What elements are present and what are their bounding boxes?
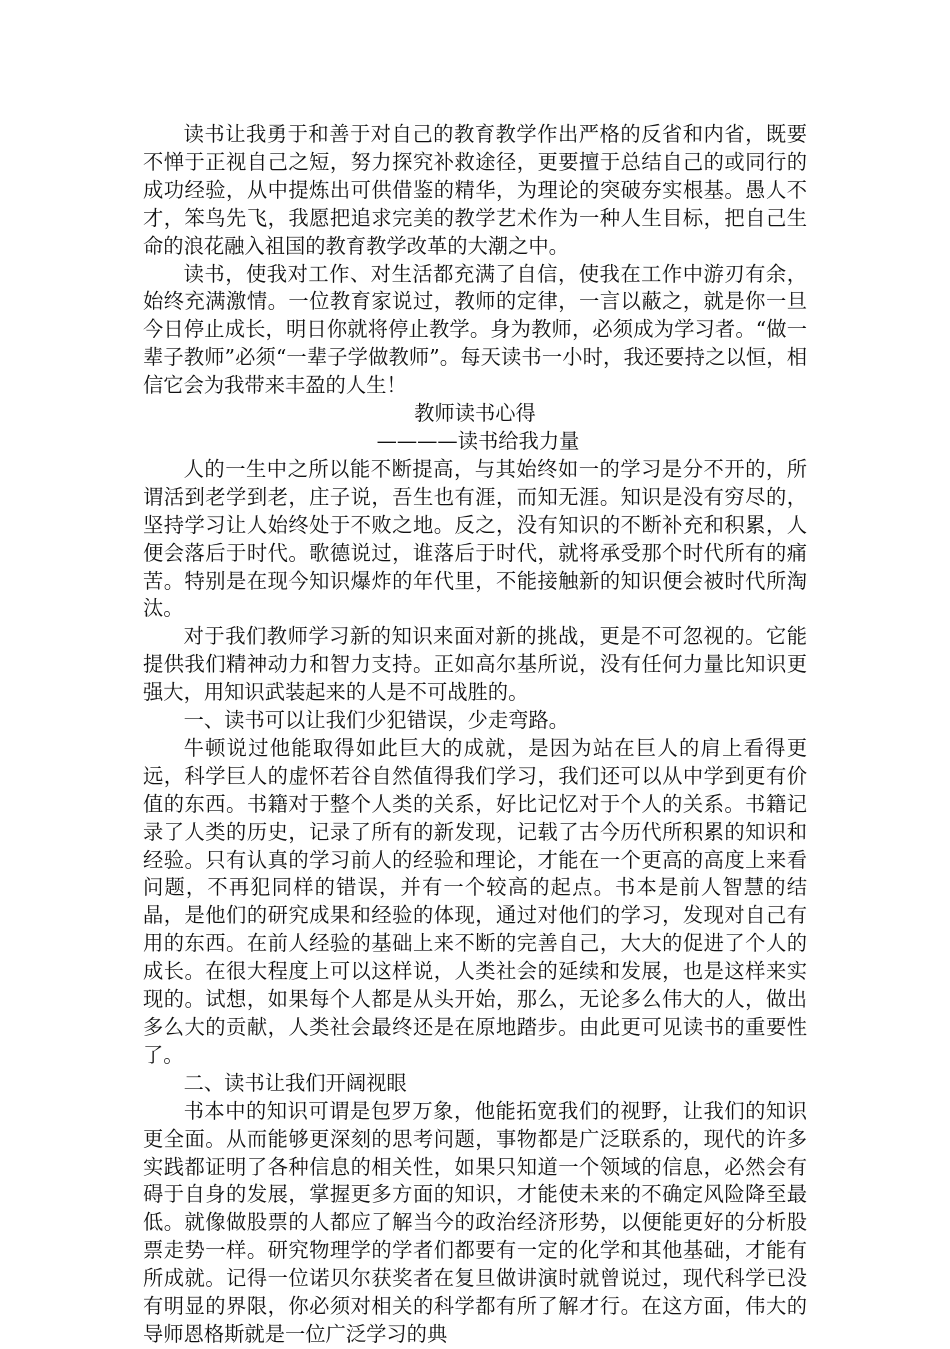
document-title: 教师读书心得 [414, 401, 536, 426]
document-subtitle: ————读书给我力量 [376, 428, 580, 453]
section-heading-1: 一、读书可以让我们少犯错误，少走弯路。 [183, 708, 569, 733]
body-paragraph-4: 书本中的知识可谓是包罗万象，他能拓宽我们的视野，让我们的知识更全面。从而能够更深刻的思考问题，事物都是广泛联系的，现代的许多实践都证明了各种信息的相关性，如果只知道一个领域的信息，必然会有碍于自身的发展，掌握更多方面的知识，才能使未来的不确定风险降至最低。就像做股票的人都应了解当今的政治经济形势，以便能更好的分析股票走势一样。研究物理学的学者们都要有一定的化学和其他基础，才能有所成就。记得一位诺贝尔获奖者在复旦做讲演时就曾说过，现代科学已没有明显的界限，你必须对相关的科学都有所了解才行。在这方面，伟大的导师恩格斯就是一位广泛学习的典 [143, 1098, 807, 1346]
body-paragraph-3: 牛顿说过他能取得如此巨大的成就，是因为站在巨人的肩上看得更远，科学巨人的虚怀若谷自然值得我们学习，我们还可以从中学到更有价值的东西。书籍对于整个人类的关系，好比记忆对于个人的关系。书籍记录了人类的历史，记录了所有的新发现，记载了古今历代所积累的知识和经验。只有认真的学习前人的经验和理论，才能在一个更高的高度上来看问题，不再犯同样的错误，并有一个较高的起点。书本是前人智慧的结晶，是他们的研究成果和经验的体现，通过对他们的学习，发现对自己有用的东西。在前人经验的基础上来不断的完善自己，大大的促进了个人的成长。在很大程度上可以这样说，人类社会的延续和发展，也是这样来实现的。试想，如果每个人都是从头开始，那么，无论多么伟大的人，做出多么大的贡献，人类社会最终还是在原地踏步。由此更可见读书的重要性了。 [143, 735, 807, 1067]
intro-paragraph-2: 读书，使我对工作、对生活都充满了自信，使我在工作中游刃有余，始终充满激情。一位教育家说过，教师的定律，一言以蔽之，就是你一旦今日停止成长，明日你就将停止教学。身为教师，必须成为学习者。“做一辈子教师”必须“一辈子学做教师”。每天读书一小时，我还要持之以恒，相信它会为我带来丰盈的人生！ [143, 261, 807, 398]
intro-paragraph-1: 读书让我勇于和善于对自己的教育教学作出严格的反省和内省，既要不惮于正视自己之短，努力探究补救途径，更要擅于总结自己的或同行的成功经验，从中提炼出可供借鉴的精华，为理论的突破夯实根基。愚人不才，笨鸟先飞，我愿把追求完美的教学艺术作为一种人生目标，把自己生命的浪花融入祖国的教育教学改革的大潮之中。 [143, 122, 807, 258]
document-page [143, 121, 807, 1349]
body-paragraph-1: 人的一生中之所以能不断提高，与其始终如一的学习是分不开的，所谓活到老学到老，庄子说，吾生也有涯，而知无涯。知识是没有穷尽的，坚持学习让人始终处于不败之地。反之，没有知识的不断补充和积累，人便会落后于时代。歌德说过，谁落后于时代，就将承受那个时代所有的痛苦。特别是在现今知识爆炸的年代里，不能接触新的知识便会被时代所淘汰。 [143, 456, 807, 621]
section-heading-2: 二、读书让我们开阔视眼 [183, 1070, 407, 1095]
body-paragraph-2: 对于我们教师学习新的知识来面对新的挑战，更是不可忽视的。它能提供我们精神动力和智力支持。正如高尔基所说，没有任何力量比知识更强大，用知识武装起来的人是不可战胜的。 [143, 624, 807, 705]
